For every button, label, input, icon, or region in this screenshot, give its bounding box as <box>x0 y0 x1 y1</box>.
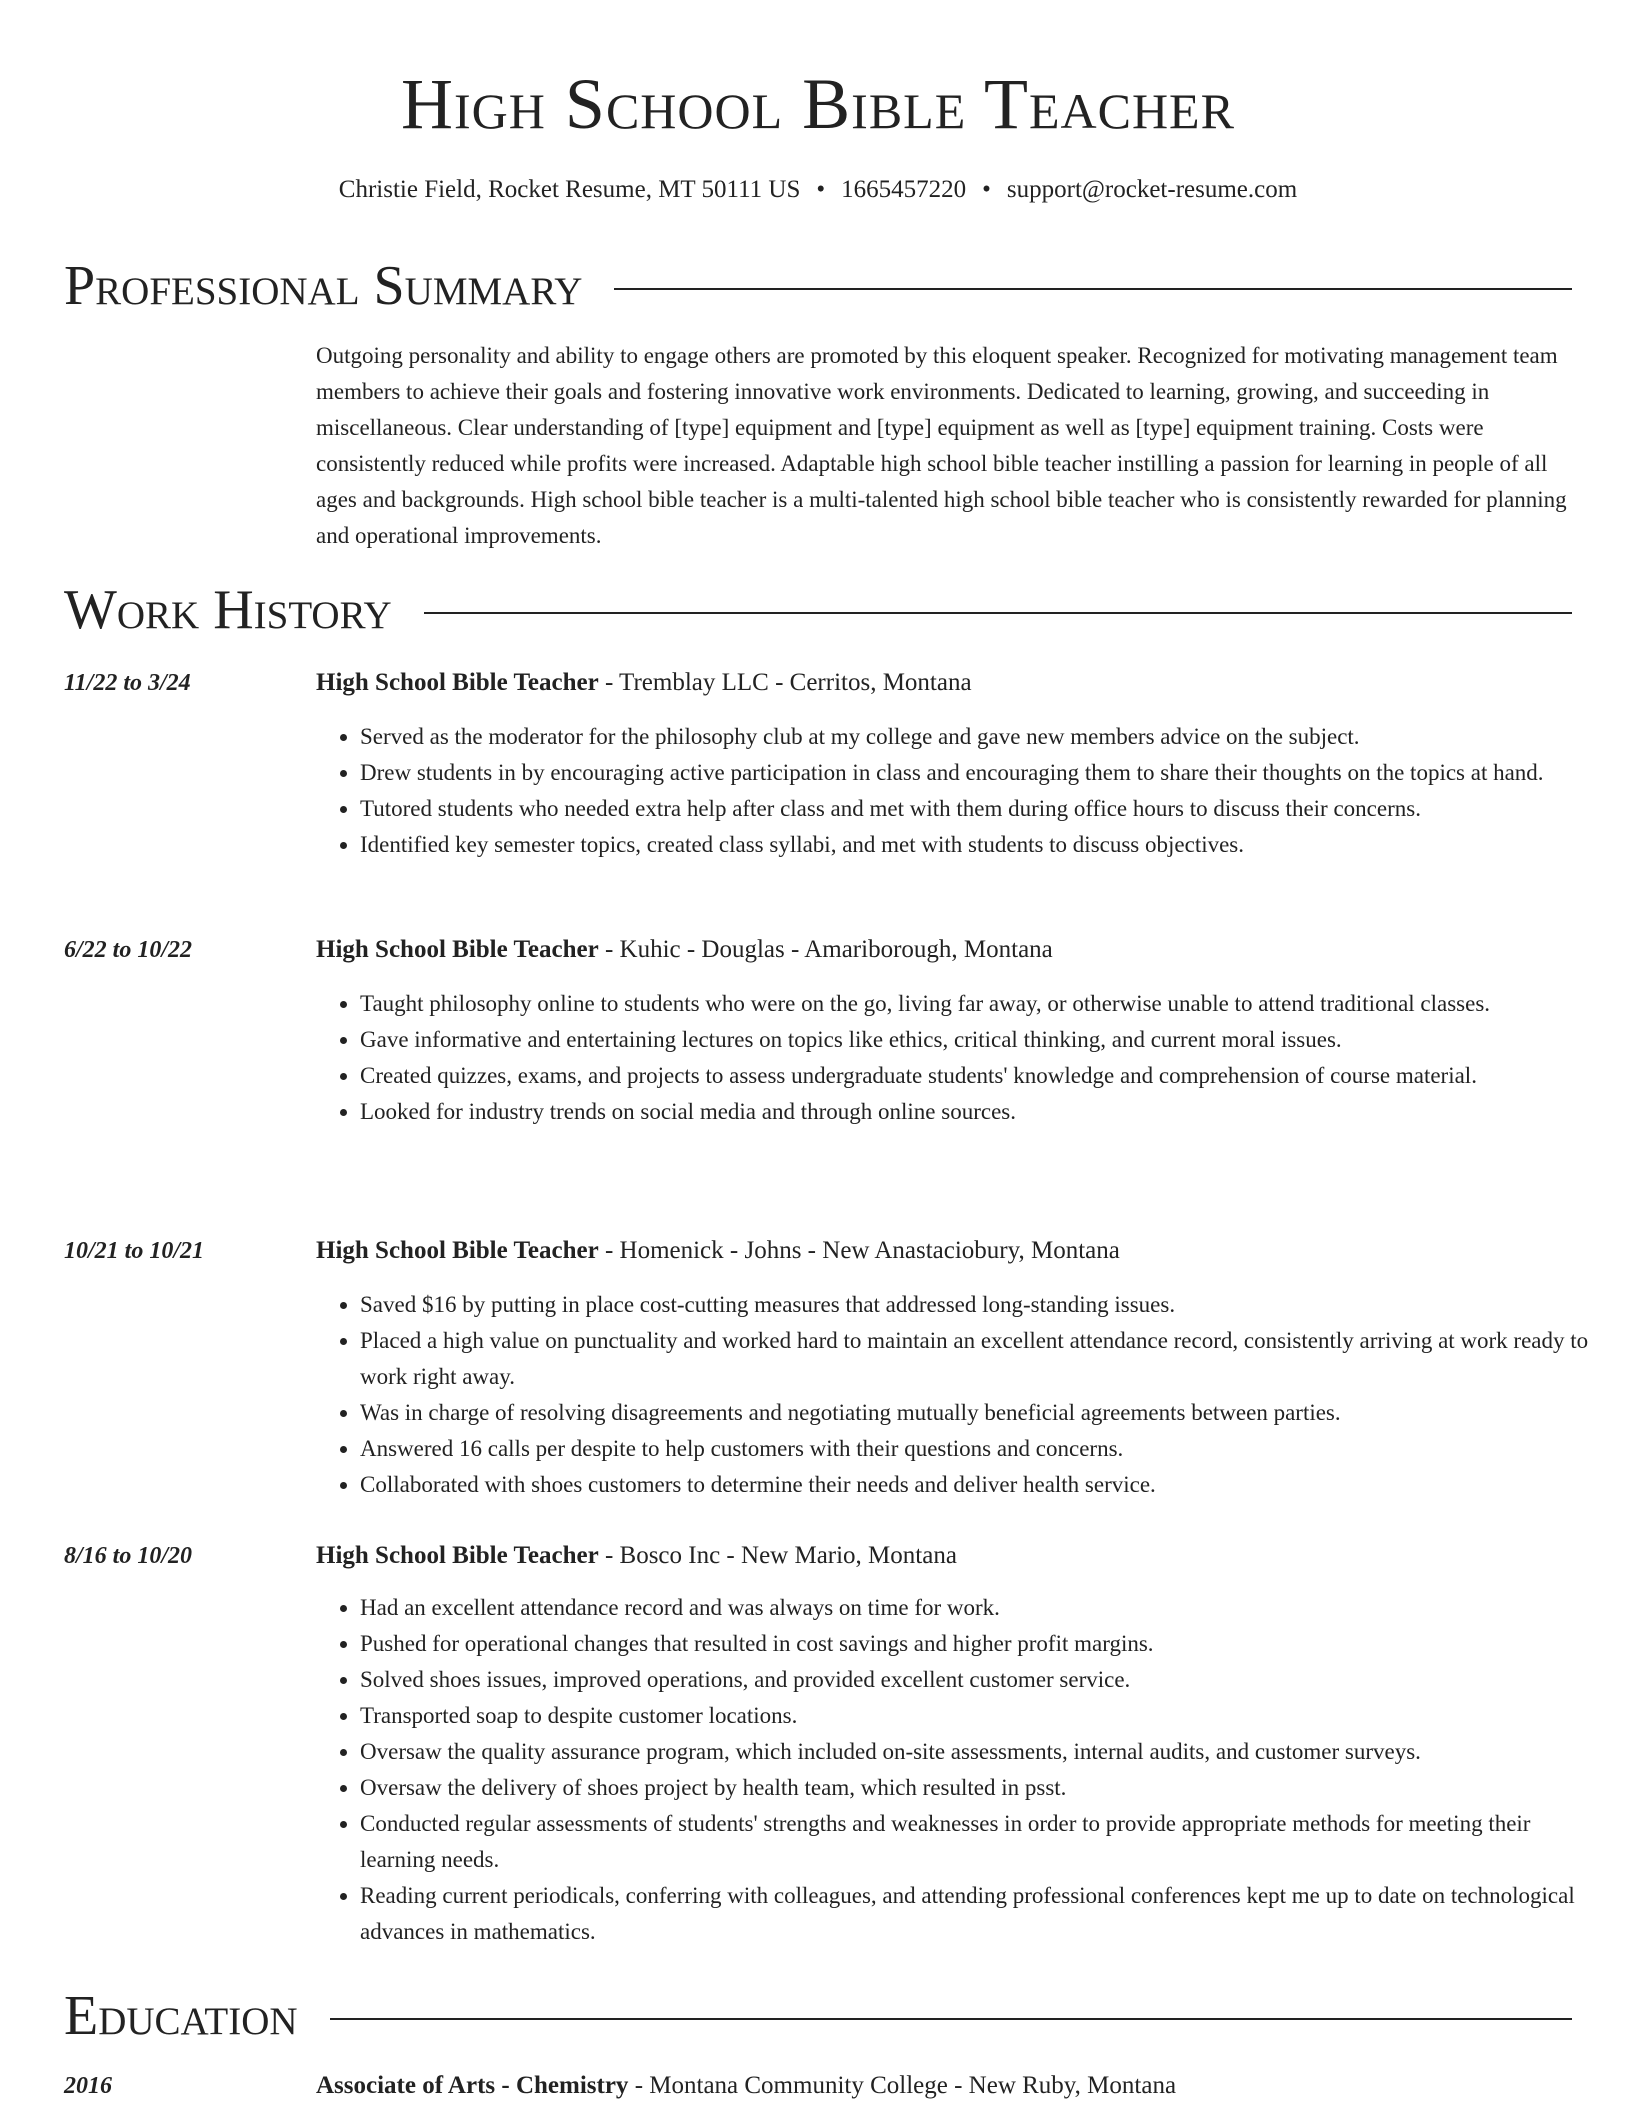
contact-phone: 1665457220 <box>841 176 967 203</box>
job-headline <box>316 932 1572 968</box>
job-headline <box>316 1233 1572 1269</box>
education-section-heading <box>64 1984 1572 2048</box>
job-bullet: • Identified key semester topics, created class syllabi, and met with students to discuss objectives. <box>360 827 1590 863</box>
job-bullet: • Looked for industry trends on social media and through online sources. <box>360 1094 1590 1130</box>
job-dates: 11/22 to 3/24 <box>64 670 191 696</box>
education-headline <box>316 2068 1572 2104</box>
job-bullet: • Had an excellent attendance record and was always on time for work. <box>360 1590 1590 1626</box>
education-dates: 2016 <box>64 2073 112 2099</box>
job-title: High School Bible Teacher <box>316 936 599 963</box>
job-bullet: • Created quizzes, exams, and projects to assess undergraduate students' knowledge and comprehension of course material. <box>360 1058 1590 1094</box>
job-bullet: • Was in charge of resolving disagreements and negotiating mutually beneficial agreements between parties. <box>360 1395 1590 1431</box>
job-employer-location: - Bosco Inc - New Mario, Montana <box>598 1542 957 1569</box>
job-bullet: • Gave informative and entertaining lectures on topics like ethics, critical thinking, and current moral issues. <box>360 1022 1590 1058</box>
job-bullet: • Placed a high value on punctuality and worked hard to maintain an excellent attendance record, consistently arriving at work ready to work right away. <box>360 1323 1590 1395</box>
job-bullet: • Pushed for operational changes that resulted in cost savings and higher profit margins. <box>360 1626 1590 1662</box>
job-headline <box>316 1538 1572 1574</box>
job-bullet: • Oversaw the delivery of shoes project by health team, which resulted in psst. <box>360 1770 1590 1806</box>
section-divider <box>330 2018 1572 2020</box>
job-dates: 10/21 to 10/21 <box>64 1238 205 1264</box>
job-bullets <box>316 719 1590 863</box>
job-bullets <box>316 1287 1590 1503</box>
summary-section-heading <box>64 254 1572 318</box>
job-dates: 6/22 to 10/22 <box>64 937 193 963</box>
contact-address: Christie Field, Rocket Resume, MT 50111 US <box>338 176 801 203</box>
job-bullet: • Tutored students who needed extra help after class and met with them during office hours to discuss their concerns. <box>360 791 1590 827</box>
resume-title: High School Bible Teacher <box>401 64 1235 144</box>
job-bullet: • Collaborated with shoes customers to determine their needs and deliver health service. <box>360 1467 1590 1503</box>
work-history-heading: Work History <box>64 579 392 641</box>
job-headline <box>316 665 1572 701</box>
job-bullets <box>316 986 1590 1130</box>
job-bullet: • Transported soap to despite customer locations. <box>360 1698 1590 1734</box>
education-heading: Education <box>64 1985 298 2047</box>
job-bullet: • Served as the moderator for the philosophy club at my college and gave new members advice on the subject. <box>360 719 1590 755</box>
job-employer-location: - Kuhic - Douglas - Amariborough, Montana <box>598 936 1053 963</box>
job-bullet: • Reading current periodicals, conferring with colleagues, and attending professional conferences kept me up to date on technological advances in mathematics. <box>360 1878 1590 1950</box>
job-title: High School Bible Teacher <box>316 1542 599 1569</box>
education-degree: Associate of Arts - Chemistry <box>316 2072 629 2099</box>
job-bullet: • Oversaw the quality assurance program, which included on-site assessments, internal audits, and customer surveys. <box>360 1734 1590 1770</box>
resume-page <box>64 0 1589 2099</box>
job-bullet: • Solved shoes issues, improved operations, and provided excellent customer service. <box>360 1662 1590 1698</box>
job-bullet: • Answered 16 calls per despite to help customers with their questions and concerns. <box>360 1431 1590 1467</box>
section-divider <box>424 612 1572 614</box>
job-bullet: • Taught philosophy online to students who were on the go, living far away, or otherwise unable to attend traditional classes. <box>360 986 1590 1022</box>
job-title: High School Bible Teacher <box>316 1237 599 1264</box>
job-employer-location: - Homenick - Johns - New Anastaciobury, Montana <box>598 1237 1120 1264</box>
education-school-location: - Montana Community College - New Ruby, Montana <box>628 2072 1177 2099</box>
contact-separator: • <box>816 176 826 203</box>
contact-email: support@rocket-resume.com <box>1006 176 1298 203</box>
job-bullets <box>316 1590 1590 1950</box>
contact-separator: • <box>982 176 991 203</box>
job-title: High School Bible Teacher <box>316 669 599 696</box>
job-bullet: • Saved $16 by putting in place cost-cutting measures that addressed long-standing issues. <box>360 1287 1590 1323</box>
work-history-section-heading <box>64 578 1572 642</box>
section-divider <box>614 288 1572 290</box>
job-bullet: • Conducted regular assessments of students' strengths and weaknesses in order to provide appropriate methods for meeting their learning needs. <box>360 1806 1590 1878</box>
contact-line <box>64 174 1572 206</box>
job-dates: 8/16 to 10/20 <box>64 1543 193 1569</box>
job-bullet: • Drew students in by encouraging active participation in class and encouraging them to share their thoughts on the topics at hand. <box>360 755 1590 791</box>
job-employer-location: - Tremblay LLC - Cerritos, Montana <box>598 669 972 696</box>
summary-heading: Professional Summary <box>64 255 583 317</box>
summary-text: Outgoing personality and ability to engage others are promoted by this eloquent speaker. Recognized for motivating management team members to achieve their goals and fostering innovative work environments. Dedicated to learning, growing, and succeeding in miscellaneous. Clear understanding of [type] equipment and [type] equipment as well as [type] equipment training. Costs were consistently reduced while profits were increased. Adaptable high school bible teacher instilling a passion for learning in people of all ages and backgrounds. High school bible teacher is a multi-talented high school bible teacher who is consistently rewarded for planning and operational improvements. <box>316 343 1567 548</box>
